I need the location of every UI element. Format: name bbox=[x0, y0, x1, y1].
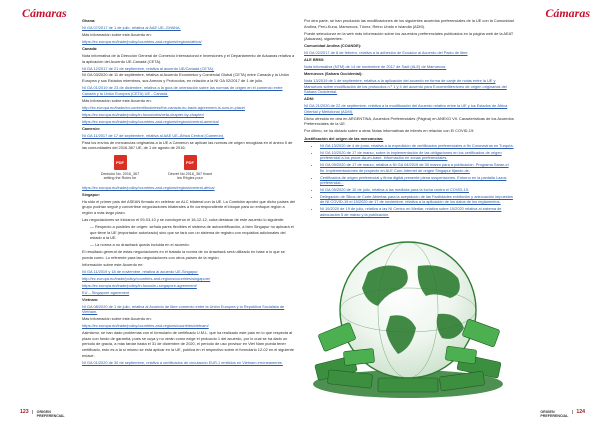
left-paragraph: — La norma a no drawback queda incluida en el acuerdo. bbox=[90, 242, 190, 248]
covid-note-link[interactable]: • NI 10/2020 de 19 de julio, relativa a las NI Centro en Mediar, relativa sobre 10/2020 relativa al sistema de adecuación 5 de marzo y la publicación. bbox=[320, 206, 514, 217]
left-heading: Vietnam: bbox=[82, 296, 99, 302]
page-number-right: 124 bbox=[572, 410, 585, 414]
left-link[interactable]: NI GA 11/2017 de 17 de septiembre, relativa al AAE UE–África Central (Camerún). bbox=[82, 132, 225, 138]
left-link[interactable]: EU – Singapore agreement bbox=[82, 289, 130, 295]
left-heading: Camerún: bbox=[82, 125, 101, 131]
left-heading: Singapur: bbox=[82, 191, 101, 197]
right-link[interactable]: Nota informativa (NTM) de 14 de noviembre de 2017 de Sadi (ALE) de Marruecos. bbox=[304, 64, 447, 70]
left-paragraph: Para los envíos de mercancías originarias a la UE a Camerún se aplican las normas de origen recogidas en el anexo II de las comunidades del 2016-367 UE, de 1 de agosto de 2016: bbox=[82, 139, 293, 151]
page-number-left: 123 bbox=[20, 410, 33, 414]
covid-note-link[interactable]: • NI GA 09/2020 de 10 de julio, relativa a las medidas para la lucha contra el COVID-19. bbox=[320, 187, 514, 193]
camaras-logo-right: Cámaras bbox=[545, 6, 590, 20]
left-link[interactable]: http://ec.europa.eu/trade/en-content/business/the-canada-eu-trade-agreement-is-now-in-place/ bbox=[82, 104, 246, 110]
pdf-attachment[interactable] bbox=[166, 155, 214, 181]
right-heading: Comunidad Andina (COANDE): bbox=[304, 43, 362, 49]
left-heading: Canadá: bbox=[82, 45, 98, 51]
pdf-label: Décret No 2016_367 fixant les Règles pour bbox=[168, 171, 212, 181]
right-link[interactable]: Nota 13/2019 de 1 de septiembre, relativa a la aplicación del acuerdo en forma de canje de notas entre la UE y Marruecos sobre modificación de los protocolos n.º 1 y 4 del acuerdo para Euromediterráneo de origen originarias del Sahara Occidental. bbox=[304, 78, 507, 95]
left-paragraph: Más información sobre este Acuerdo en: bbox=[82, 316, 152, 322]
camaras-logo-left: Cámaras bbox=[22, 6, 67, 20]
left-paragraph: Las negociaciones se iniciaron el 09-03-10 y se concluyeron el 16-12-12, cuba destacar de este acuerdo lo siguiente: bbox=[82, 217, 285, 223]
covid-section-title: Justificación del origen de las mercancías: bbox=[304, 135, 384, 141]
right-column bbox=[304, 18, 514, 219]
left-link[interactable]: NI GA 01/2020 de 30 de septiembre, relativa a certificados de circulación EUR.1 emitidos en Vietnam erróneamente. bbox=[82, 359, 283, 365]
covid-note-link[interactable]: • NI GA 13/2020 de 4 de junio, relativa a la expedición de certificados preferenciales a fin Coronavirus en Turquía. bbox=[320, 143, 514, 149]
right-heading: ADM: bbox=[304, 96, 315, 102]
right-paragraph: Por último, se ha dictado sobre a otras Notas informativas de interés en relación con El COVID-19: bbox=[304, 128, 475, 134]
left-paragraph: Información sobre este Acuerdo en: bbox=[82, 261, 144, 267]
covid-note-link[interactable]: • Delegación de Sitios de Corte Abiertas para la aceptación de las Facilidades exhibición y adecuación impuestos de NI COVID-19 el 15/2020 de 17 de noviembre, relativa a la aplicación de los datos de los reglamentos. bbox=[320, 194, 514, 205]
left-link[interactable]: https://ec.europa.eu/trade/policy/in-focus/eu-singapore-agreement/ bbox=[82, 282, 197, 288]
right-link[interactable]: NI GA 02/2017 de 8 de febrero, relativa a la adhesión de Ecuador al Acuerdo del Pacto de libre bbox=[304, 50, 468, 56]
left-paragraph: Más información sobre este Acuerdo en: bbox=[82, 31, 152, 37]
footer-left: 123 ORIGEN PREFERENCIAL bbox=[20, 408, 65, 418]
pdf-attachment[interactable] bbox=[96, 155, 144, 181]
left-link[interactable]: https://ec.europa.eu/trade/policy/in-focus/ceta/ceta-chapter-by-chapter/ bbox=[82, 111, 204, 117]
pdf-file-icon: PDF bbox=[114, 155, 127, 170]
left-paragraph: El resultado general de estas negociaciones en el tratado la norma de no drawback será utilizado en base a lo que se pueda como. Lo referente para las negociaciones con otros países de la región. bbox=[82, 249, 285, 260]
left-heading: Ghana: bbox=[82, 18, 96, 23]
left-paragraph: Asimismo, se han dado problemas con el formulario de certificado U.M.L. que ha realizado este país en lo que respecta al plazo con fondo de garantía, pues se cuya y no verán como exige el protocolo 1 del acuerdo, por lo cual se ha dado un periodo de gracia, a más tardar hasta el 31 de diciembre de 2020, el periodo de uso provisor en Viet Nam pueda tener certificado, esto es a la sí mismo se está aplicar en la UE, publica en el respectivo sobre el formulario 12-02 en el siguiente enlace: bbox=[82, 330, 294, 358]
globe-money-illustration bbox=[308, 232, 508, 402]
pdf-label: Decisión No. 2016_367 setting the Rules for bbox=[100, 171, 140, 181]
pdf-file-icon: PDF bbox=[184, 155, 197, 170]
left-paragraph: Más información sobre este Acuerdo en: bbox=[82, 97, 152, 103]
left-link[interactable]: http://ec.europa.eu/trade/policy/countries-and-regions/countries/singapore/ bbox=[82, 275, 211, 281]
covid-note-link[interactable]: • Certificados de origen preferencial y firma digital presente plena suspensiones. Entorno en la pantalla Lazos preferencial... bbox=[320, 175, 514, 186]
left-link[interactable]: NI GA 07/2017 de 1 de julio, relativa al AAE UE–GHANA. bbox=[82, 24, 181, 30]
right-heading: ALE BRMI: bbox=[304, 57, 325, 63]
pdf-attachments bbox=[96, 155, 296, 181]
left-link[interactable]: NI GA 01/2019 de 23 de diciembre, relativa a la guía de orientación sobre las normas de origen en el comercio entre Canadá y la Unión Europea (CETA) UE - Canadá. bbox=[82, 85, 283, 96]
covid-note-link[interactable]: • NI GA 10/2020 de 17 de marzo, sobre la implementación de las obligaciones en los certificados de origen preferencial a los proce-da-en-base. Información en zonas preferenciales. bbox=[320, 150, 514, 161]
right-paragraph: Dicho ofrecido en otra en ARGENTINA, Acuerdos Preferenciales (Página) en ANEXO VII. Características de los Acuerdos Preferenciales de la UE. bbox=[304, 115, 514, 127]
left-link[interactable]: NI GA 11/2019 y 18 de noviembre, relativa al acuerdo UE-Singapur. bbox=[82, 268, 199, 274]
left-paragraph: NI GA 03/2020 de 11 de septiembre, relativa al Acuerdo Económico y Comercial Global (CETA) entre Canadá y la Unión Europea y sus Estados miembros, sus Anexos y Protocolos, en relación a la NI GA 02/2017 de 1 de julio. bbox=[82, 72, 290, 84]
right-link[interactable]: NI GA 21/2020 de 22 de septiembre, relativa a la modificación del Acuerdo relativo entre la UE y los Estados de África Oriental y Meridional (ADM). bbox=[304, 103, 508, 114]
left-paragraph: — Respecto a posibles de origen: señala pares flexibles el sistema de autocertificación, a bien Singapur no aplicará el que tiene la UE (exportador autorizado) sino que se fará con un sistema de registro con requisitos adicionales del estado a la UE. bbox=[90, 224, 294, 241]
covid-list bbox=[320, 143, 514, 217]
covid-note-link[interactable]: • NI GA 09/2020 de 17 de marzo, relativa a NI GA 04/2019 de 30 marzo para a publicación. Programa Saran-el fin. Implementaciones de proyecto en ALE Corn-Internet de origen Singapur fijando de. bbox=[320, 162, 514, 173]
footer-right: ORIGEN PREFERENCIAL 124 bbox=[540, 408, 585, 418]
left-link[interactable]: NI GA 08/2020 de 1 de julio, relativa al Acuerdo de libre comercio entre la Unión Europea y la República Socialista de Vietnam. bbox=[82, 303, 285, 315]
right-paragraph: Puede seleccionar en la web más información sobre los acuerdos preferenciales publicados en la página web de la AEAT (Aduanas), siguientes: bbox=[304, 30, 514, 42]
left-link[interactable]: https://ec.europa.eu/trade/policy/countries-and-regions/regions/africa/ bbox=[82, 38, 202, 44]
left-link[interactable]: https://ec.europa.eu/trade/policy/countries-and-regions/countries/vietnam/ bbox=[82, 323, 209, 329]
left-link[interactable]: https://ec.europa.eu/trade/policy/countries-and-regions/regions/central-africa/ bbox=[82, 184, 215, 190]
right-heading: Marruecos (Sahara Occidental): bbox=[304, 71, 363, 77]
left-paragraph: Nota informativa de la Dirección General de Comercio Internacional e Inversiones y el Departamento de Aduanas relativa a la aplicación del Acuerdo UE-Canadá (CETA). bbox=[82, 52, 295, 64]
left-column bbox=[82, 18, 296, 367]
left-paragraph: Ha sido el primer país del ASEAN firmado en celebrar un ALC bilateral con la UE. La Comisión aprobó que dicho países del grupo podrían seguir y convertirse negociaciones bilaterales a fin correspondiente el bloque para un enfoque región a región a más largo plazo. bbox=[82, 198, 296, 216]
left-link[interactable]: https://ec.europa.eu/trade/policy/countries-and-regions/regions/central-america/ bbox=[82, 118, 219, 124]
right-paragraph: Por otra parte, se han producido las modificaciones de los siguientes acuerdos preferenciales de la UE con la Comunidad Andina, Perú-Kuna, Marruecos, Túnez, Reino Unido e Islandia (ADM). bbox=[304, 18, 514, 29]
left-link[interactable]: NI GA 12/2017 de 21 de septiembre, relativa al acuerdo UE/Canadá (CETA). bbox=[82, 65, 215, 71]
